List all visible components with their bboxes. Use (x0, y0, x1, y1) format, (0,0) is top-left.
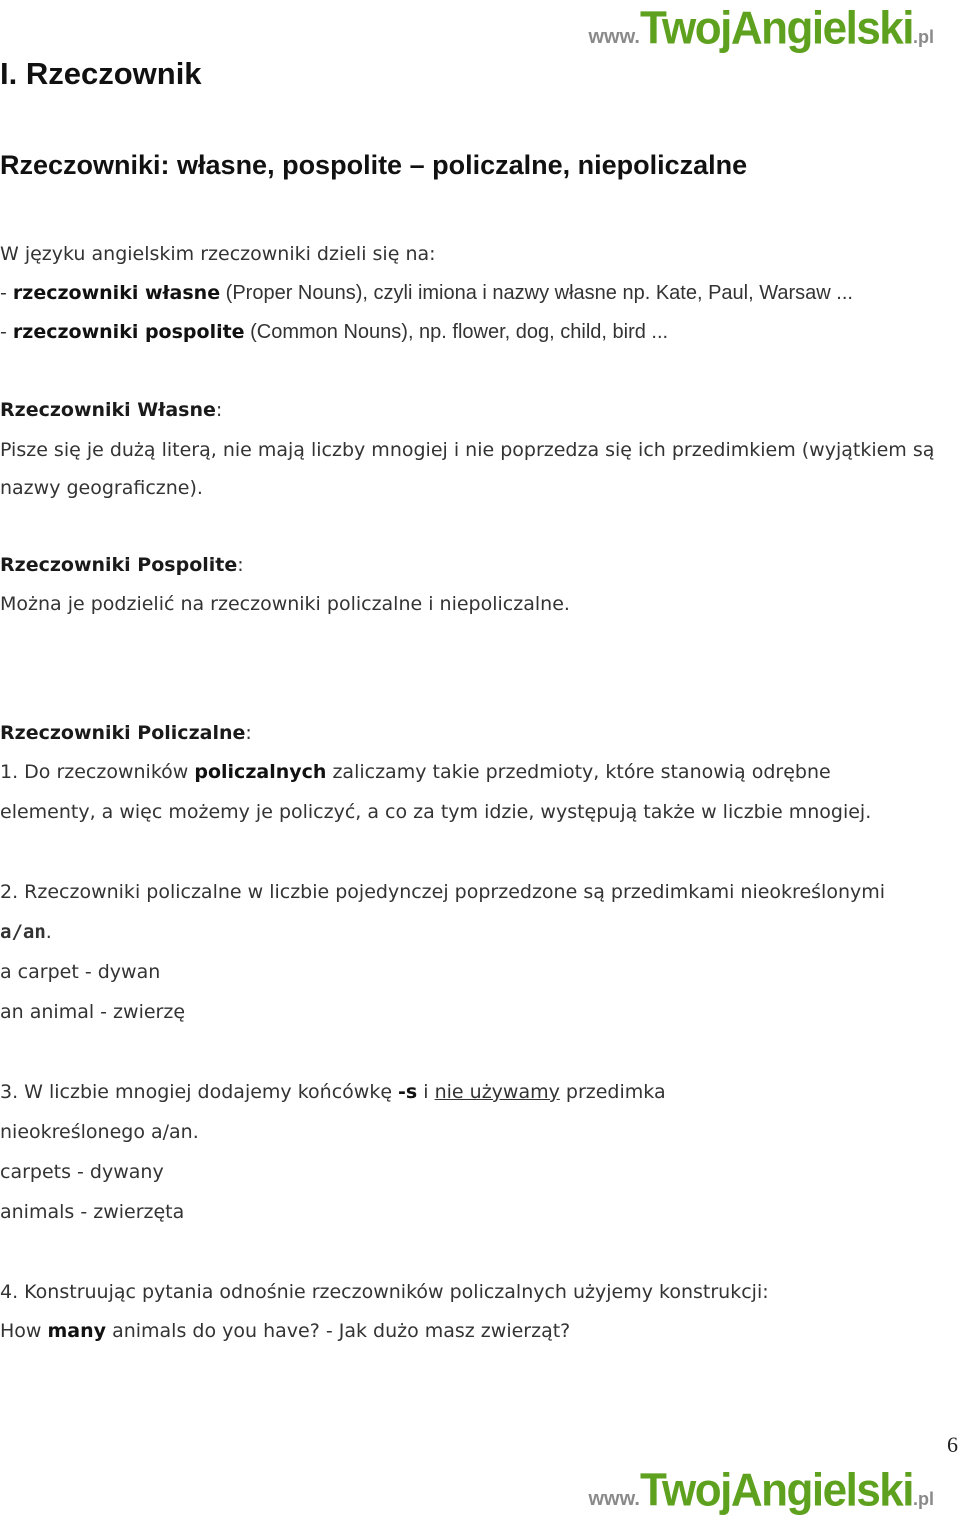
policzalne-point-3-line2: nieokreślonego a/an. (0, 1121, 199, 1143)
example-singular-1: a carpet - dywan (0, 961, 161, 983)
article-a-an: a/an (0, 921, 46, 943)
wlasne-text-line1: Pisze się je dużą literą, nie mają liczby mnogiej i nie poprzedza się ich przedimkiem (wyjątkiem są (0, 439, 935, 461)
intro-line-proper (0, 281, 853, 305)
common-nouns-description: (Common Nouns), np. flower, dog, child, bird ... (244, 321, 669, 343)
p2-dot: . (45, 921, 52, 943)
page-number: 6 (947, 1432, 958, 1457)
dash: - (0, 282, 13, 304)
logo-www: www. (588, 1488, 640, 1510)
heading-policzalne (0, 721, 252, 745)
p4-bold: many (47, 1320, 107, 1342)
heading-colon: : (245, 722, 252, 744)
logo-tld: .pl (913, 27, 934, 47)
heading-pospolite-text: Rzeczowniki Pospolite (0, 554, 238, 576)
heading-colon: : (215, 399, 223, 421)
p3-mid: i (417, 1081, 435, 1103)
suffix-s: -s (398, 1081, 418, 1103)
p3-pre: 3. W liczbie mnogiej dodajemy końcówkę (0, 1081, 399, 1103)
dash: - (0, 321, 13, 343)
intro-lead: W języku angielskim rzeczowniki dzieli się na: (0, 243, 436, 265)
section-title: Rzeczowniki: własne, pospolite – policzalne, niepoliczalne (0, 150, 748, 180)
policzalne-point-1-line2: elementy, a więc możemy je policzyć, a co za tym idzie, występują także w liczbie mnogiej. (0, 801, 872, 823)
brand-logo (588, 4, 934, 54)
pospolite-text: Można je podzielić na rzeczowniki policzalne i niepoliczalne. (0, 593, 570, 615)
logo-tld: .pl (913, 1489, 934, 1509)
proper-nouns-description: (Proper Nouns), czyli imiona i nazwy własne np. Kate, Paul, Warsaw ... (220, 282, 853, 304)
policzalne-point-1-line1 (0, 760, 831, 784)
brand-logo-footer (588, 1466, 934, 1516)
policzalne-point-4-line1: 4. Konstruując pytania odnośnie rzeczowników policzalnych użyjemy konstrukcji: (0, 1281, 769, 1303)
heading-pospolite (0, 553, 244, 577)
wlasne-text-line2: nazwy geograficzne). (0, 477, 203, 499)
p4-post: animals do you have? - Jak dużo masz zwierząt? (106, 1320, 571, 1342)
policzalne-point-2-line1: 2. Rzeczowniki policzalne w liczbie pojedynczej poprzedzone są przedimkami nieokreślonymi (0, 881, 886, 903)
example-plural-1: carpets - dywany (0, 1161, 164, 1183)
p4-pre: How (0, 1320, 48, 1342)
heading-wlasne (0, 398, 222, 422)
page-title: I. Rzeczownik (0, 56, 202, 91)
logo-name: TwojAngielski (639, 2, 913, 55)
heading-wlasne-text: Rzeczowniki Własne (0, 399, 216, 421)
term-common-nouns: rzeczowniki pospolite (12, 321, 245, 343)
heading-colon: : (237, 554, 244, 576)
p1-post: zaliczamy takie przedmioty, które stanowią odrębne (326, 761, 831, 783)
p1-bold: policzalnych (194, 761, 327, 783)
p3-underlined: nie używamy (434, 1081, 560, 1103)
policzalne-point-3-line1 (0, 1080, 666, 1104)
policzalne-point-2-line2 (0, 920, 52, 944)
heading-policzalne-text: Rzeczowniki Policzalne (0, 722, 246, 744)
intro-line-common (0, 320, 668, 344)
example-singular-2: an animal - zwierzę (0, 1001, 186, 1023)
p1-pre: 1. Do rzeczowników (0, 761, 195, 783)
term-proper-nouns: rzeczowniki własne (12, 282, 221, 304)
p3-post: przedimka (559, 1081, 666, 1103)
logo-www: www. (588, 26, 640, 48)
policzalne-point-4-line2 (0, 1319, 570, 1343)
logo-name: TwojAngielski (639, 1464, 913, 1517)
example-plural-2: animals - zwierzęta (0, 1201, 185, 1223)
